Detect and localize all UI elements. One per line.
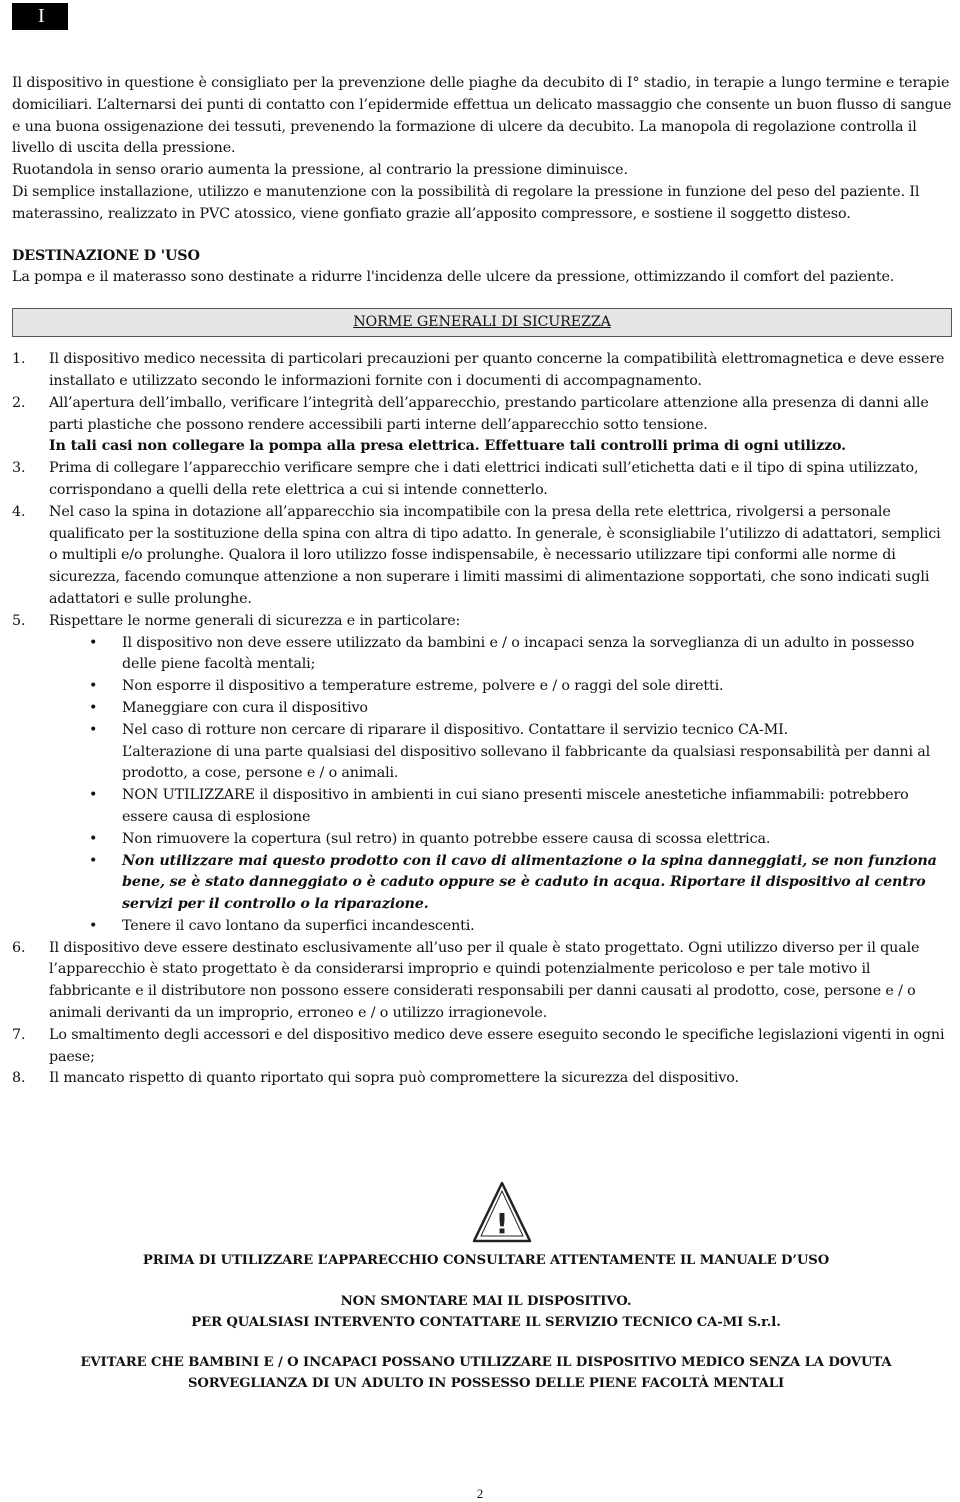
- item-number: 3.: [12, 460, 26, 477]
- item-number: 7.: [12, 1026, 26, 1043]
- list-item: [12, 458, 952, 502]
- safety-rules-list: [12, 349, 952, 1090]
- notice-contact-service: PER QUALSIASI INTERVENTO CONTATTARE IL SERVIZIO TECNICO CA-MI S.r.l.: [191, 1315, 781, 1330]
- list-item: [12, 1025, 952, 1069]
- list-item: [12, 502, 952, 611]
- item-number: 1.: [12, 351, 26, 368]
- intro-paragraph-1: Il dispositivo in questione è consigliato per la prevenzione delle piaghe da decubito di I° stadio, in terapie a lungo termine e terapie domiciliari. L’alternarsi dei punti di contatto con l’epidermide effettua un delicato massaggio che consente un buon flusso di sangue e una buona ossigenazione dei tessuti, prevenendo la formazione di ulcere da decubito. La manopola di regolazione controlla il livello di uscita della pressione.: [12, 75, 952, 157]
- bullet-text: Il dispositivo non deve essere utilizzato da bambini e / o incapaci senza la sorveglianza di un adulto in possesso delle piene facoltà mentali;: [122, 634, 915, 673]
- notice-no-disassembly: NON SMONTARE MAI IL DISPOSITIVO.: [340, 1294, 632, 1309]
- bullet-text: Non esporre il dispositivo a temperature estreme, polvere e / o raggi del sole diretti.: [122, 678, 724, 695]
- notice-children-line-2: SORVEGLIANZA DI UN ADULTO IN POSSESSO DELLE PIENE FACOLTÀ MENTALI: [187, 1376, 785, 1391]
- bullet-item: [49, 676, 952, 698]
- bullet-icon: •: [89, 634, 98, 651]
- bullet-icon: •: [89, 830, 98, 847]
- bullet-item: [49, 720, 952, 785]
- page-number: 2: [476, 1486, 484, 1501]
- intended-use-heading: DESTINAZIONE D 'USO: [12, 247, 200, 264]
- safety-heading-bar: [12, 308, 952, 337]
- list-item: [12, 938, 952, 1025]
- intended-use-text: La pompa e il materasso sono destinate a ridurre l'incidenza delle ulcere da pressione, ottimizzando il comfort del paziente.: [12, 269, 895, 286]
- list-item: [12, 1068, 952, 1090]
- notice-children-line-1: EVITARE CHE BAMBINI E / O INCAPACI POSSANO UTILIZZARE IL DISPOSITIVO MEDICO SENZA LA DOVUTA: [80, 1355, 892, 1370]
- item-text: Il dispositivo deve essere destinato esclusivamente all’uso per il quale è stato progettato. Ogni utilizzo diverso per il quale l’apparecchio è stato progettato è da considerarsi improprio e quindi potenzialmente pericoloso e per tale motivo il fabbricante e il distributore non possono essere considerati responsabili per danni causati al prodotto, cose, persone e / o animali derivanti da un improprio, erroneo e / o utilizzo irragionevole.: [49, 939, 920, 1022]
- item-number: 2.: [12, 394, 26, 411]
- item-text: Nel caso la spina in dotazione all’apparecchio sia incompatibile con la presa della rete elettrica, rivolgersi a personale qualificato per la sostituzione della spina con altra di tipo adatto. In generale, è sconsigliabile l’utilizzo di adattatori, semplici o multipli e/o prolunghe. Qualora il loro utilizzo fosse indispensabile, è necessario utilizzare tipi conformi alle norme di sicurezza, facendo comunque attenzione a non superare i limiti massimi di alimentazione sopportati, che sono indicati sugli adattatori e sulle prolunghe.: [49, 503, 941, 607]
- intro-paragraph-2: Ruotandola in senso orario aumenta la pressione, al contrario la pressione diminuisce.: [12, 162, 628, 179]
- item-text: Il dispositivo medico necessita di particolari precauzioni per quanto concerne la compatibilità elettromagnetica e deve essere installato e utilizzato secondo le informazioni fornite con i documenti di accompagnamento.: [49, 351, 945, 389]
- bullet-text: Maneggiare con cura il dispositivo: [122, 699, 368, 716]
- bullet-text-emphasis: Non utilizzare mai questo prodotto con il cavo di alimentazione o la spina danneggiati, se non funziona bene, se è stato danneggiato o è caduto oppure se è caduto in acqua. Riportare il dispositivo al centro servizi per il controllo o la riparazione.: [122, 852, 937, 913]
- bullet-item: [49, 785, 952, 829]
- bullet-icon: •: [89, 721, 98, 738]
- item-text: Rispettare le norme generali di sicurezza e in particolare:: [49, 612, 461, 629]
- bullet-text: Nel caso di rotture non cercare di riparare il dispositivo. Contattare il servizio tecnico CA-MI.: [122, 721, 789, 738]
- bullet-item: [49, 698, 952, 720]
- bullet-item: [49, 851, 952, 916]
- warning-triangle-icon: [472, 1181, 532, 1243]
- item-bold-warning: In tali casi non collegare la pompa alla presa elettrica. Effettuare tali controlli prima di ogni utilizzo.: [49, 438, 846, 455]
- item-number: 5.: [12, 612, 26, 629]
- notice-read-manual: PRIMA DI UTILIZZARE L’APPARECCHIO CONSULTARE ATTENTAMENTE IL MANUALE D’USO: [142, 1253, 830, 1268]
- item-text: Lo smaltimento degli accessori e del dispositivo medico deve essere eseguito secondo le specifiche legislazioni vigenti in ogni paese;: [49, 1026, 945, 1065]
- bullet-item: [49, 829, 952, 851]
- safety-heading: NORME GENERALI DI SICUREZZA: [353, 314, 611, 331]
- bullet-text: Tenere il cavo lontano da superfici incandescenti.: [122, 917, 475, 934]
- item-text: Prima di collegare l’apparecchio verificare sempre che i dati elettrici indicati sull’etichetta dati e il tipo di spina utilizzato, corrispondano a quelli della rete elettrica a cui si intende connetterlo.: [49, 460, 919, 498]
- list-item: [12, 611, 952, 938]
- bullet-list: [49, 633, 952, 938]
- bullet-item: [49, 633, 952, 677]
- bullet-icon: •: [89, 678, 98, 695]
- item-text: All’apertura dell’imballo, verificare l’integrità dell’apparecchio, prestando particolare attenzione alla presenza di danni alle parti plastiche che possono rendere accessibili parti interne dell’apparecchio sotto tensione.: [49, 394, 929, 433]
- item-number: 6.: [12, 939, 26, 956]
- list-item: [12, 349, 952, 393]
- list-item: [12, 393, 952, 458]
- warning-exclamation: !: [495, 1207, 509, 1240]
- bullet-icon: •: [89, 787, 98, 804]
- language-badge: I: [12, 3, 68, 30]
- bullet-item: [49, 916, 952, 938]
- bullet-text: Non rimuovere la copertura (sul retro) in quanto potrebbe essere causa di scossa elettrica.: [122, 830, 771, 847]
- bullet-icon: •: [89, 852, 98, 869]
- bullet-text-continued: L’alterazione di una parte qualsiasi del dispositivo sollevano il fabbricante da qualsiasi responsabilità per danni al prodotto, a cose, persone e / o animali.: [122, 743, 931, 782]
- bullet-icon: •: [89, 917, 98, 934]
- item-text: Il mancato rispetto di quanto riportato qui sopra può compromettere la sicurezza del dispositivo.: [49, 1070, 739, 1087]
- document-body: [12, 73, 952, 1090]
- bullet-text: NON UTILIZZARE il dispositivo in ambienti in cui siano presenti miscele anestetiche infiammabili: potrebbero essere causa di esplosione: [122, 787, 909, 825]
- item-number: 8.: [12, 1070, 26, 1087]
- bullet-icon: •: [89, 699, 98, 716]
- item-number: 4.: [12, 503, 26, 520]
- intro-paragraph-3: Di semplice installazione, utilizzo e manutenzione con la possibilità di regolare la pressione in funzione del peso del paziente. Il materassino, realizzato in PVC atossico, viene gonfiato grazie all’apposito compressore, e sostiene il soggetto disteso.: [12, 183, 920, 222]
